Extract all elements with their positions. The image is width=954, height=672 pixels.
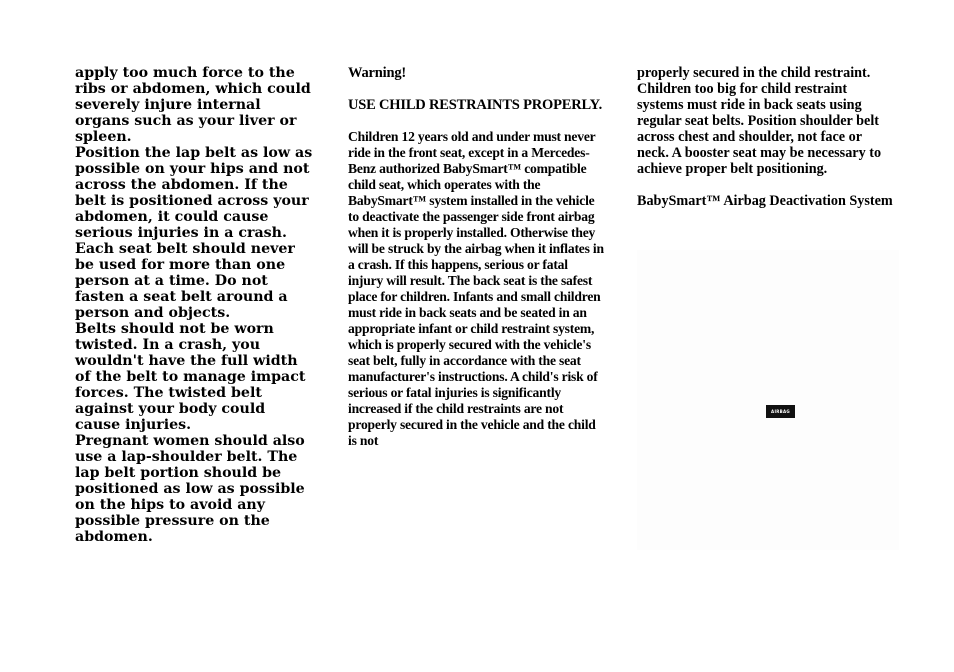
section-heading: BabySmart™ Airbag Deactivation System <box>637 193 893 209</box>
left-column <box>75 65 315 545</box>
right-column <box>637 65 895 209</box>
twisted-belt-text: Belts should not be worn twisted. In a crash, you wouldn't have the full width of the belt to manage impact forces. The twisted belt against your body could cause injuries. <box>75 321 306 433</box>
lap-belt-position-text: Position the lap belt as low as possible on your hips and not across the abdomen. If the belt is positioned across your abdomen, it could cause serious injuries in a crash. <box>75 145 313 241</box>
ribs-warning-text: apply too much force to the ribs or abdomen, which could severely injure internal organs such as your liver or spleen. <box>75 65 311 145</box>
warning-body-text: Children 12 years old and under must never ride in the front seat, except in a Mercedes-Benz authorized BabySmart™ compatible child seat, which operates with the BabySmart™ system installed in the vehicle to deactivate the passenger side front airbag when it is properly installed. Otherwise they will be struck by the airbag when it inflates in a crash. If this happens, serious or fatal injury will result. The back seat is the safest place for children. Infants and small children must ride in back seats and be seated in an appropriate infant or child restraint system, which is properly secured with the vehicle's seat belt, fully in accordance with the seat manufacturer's instructions. A child's risk of serious or fatal injuries is significantly increased if the child restraints are not properly secured in the vehicle and the child is not <box>348 129 604 448</box>
warning-heading: USE CHILD RESTRAINTS PROPERLY. <box>348 97 603 113</box>
babysmart-airbag-photo <box>637 250 899 550</box>
one-person-per-belt-text: Each seat belt should never be used for more than one person at a time. Do not fasten a seat belt around a person and objects. <box>75 241 295 321</box>
warning-title: Warning! <box>348 65 407 81</box>
warning-column <box>348 65 606 449</box>
pregnant-women-text: Pregnant women should also use a lap-shoulder belt. The lap belt portion should be positioned as low as possible on the hips to avoid any possible pressure on the abdomen. <box>75 433 305 545</box>
continued-warning-text: properly secured in the child restraint. Children too big for child restraint systems must ride in back seats using regular seat belts. Position shoulder belt across chest and shoulder, not face or neck. A booster seat may be necessary to achieve proper belt positioning. <box>637 65 882 177</box>
airbag-indicator-label: AIRBAG <box>766 405 795 418</box>
